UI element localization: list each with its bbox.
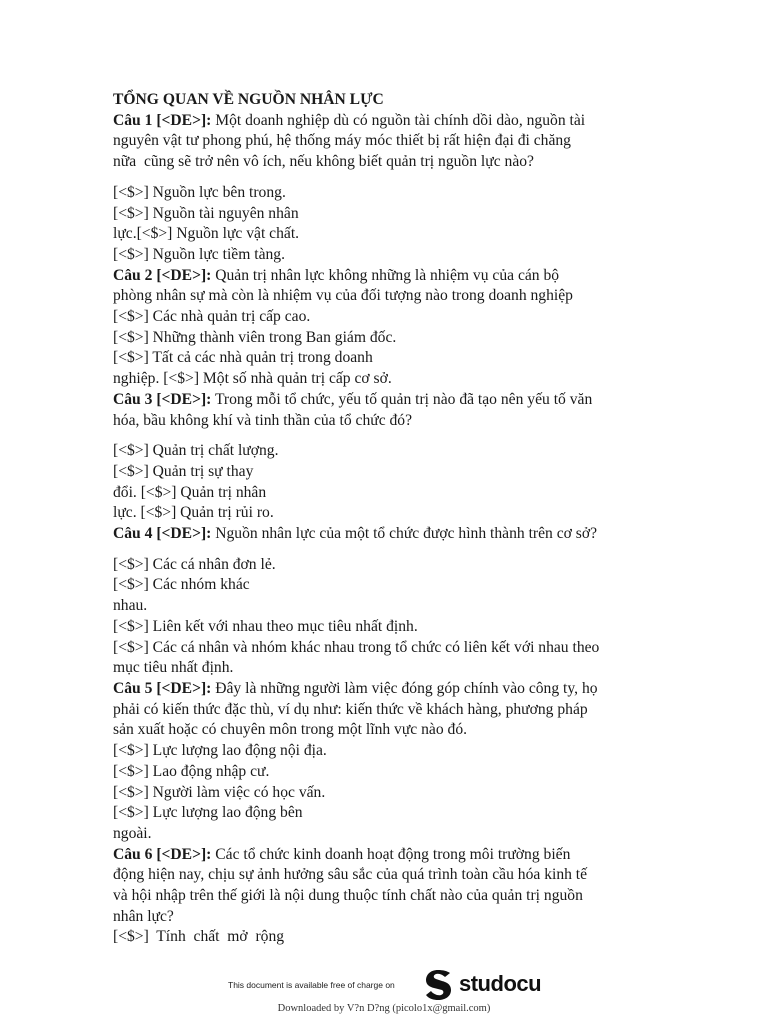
line-text: [<$>] Những thành viên trong Ban giám đốc. [113,328,397,346]
question-line [113,845,673,866]
text-line [113,720,673,741]
line-text: Một doanh nghiệp dù có nguồn tài chính dồi dào, nguồn tài [211,111,586,129]
answer-line [113,441,673,462]
line-text: Quản trị nhân lực không những là nhiệm vụ của cán bộ [211,266,560,284]
text-line [113,886,673,907]
line-text: ngoài. [113,824,152,842]
text-line [113,224,673,245]
line-text: và hội nhập trên thế giới là nội dung thuộc tính chất nào của quản trị nguồn [113,887,583,905]
text-line [113,503,673,524]
answer-line [113,783,673,804]
studocu-brand[interactable]: studocu [459,971,542,996]
paragraph-gap [113,173,673,183]
document-body [113,90,673,948]
line-text: động hiện nay, chịu sự ảnh hưởng sâu sắc của quá trình toàn cầu hóa kinh tế [113,866,588,884]
line-text: [<$>] Các nhà quản trị cấp cao. [113,308,311,326]
text-line [113,483,673,504]
line-text: [<$>] Nguồn lực bên trong. [113,183,286,201]
answer-line [113,348,673,369]
text-line [113,596,673,617]
text-line [113,286,673,307]
line-text: [<$>] Nguồn lực tiềm tàng. [113,245,285,263]
availability-note: This document is available free of charge on [228,980,395,990]
answer-line [113,638,673,659]
line-text: [<$>] Nguồn tài nguyên nhân [113,204,299,222]
answer-line [113,328,673,349]
line-text: [<$>] Quản trị sự thay [113,462,254,480]
answer-line [113,307,673,328]
paragraph-gap [113,545,673,555]
paragraph-gap [113,431,673,441]
text-line [113,411,673,432]
line-text: [<$>] Quản trị chất lượng. [113,442,279,460]
answer-line [113,462,673,483]
answer-line [113,245,673,266]
line-text: sản xuất hoặc có chuyên môn trong một lĩnh vực nào đó. [113,721,468,739]
line-text: đổi. [<$>] Quản trị nhân [113,483,267,501]
line-text: nhau. [113,597,148,615]
answer-line [113,927,673,948]
text-line [113,865,673,886]
line-text: phải có kiến thức đặc thù, ví dụ như: kiến thức về khách hàng, phương pháp [113,700,588,718]
text-line [113,700,673,721]
line-text: hóa, bầu không khí và tinh thần của tổ chức đó? [113,411,413,429]
line-text: [<$>] Lao động nhập cư. [113,762,270,780]
text-line [113,131,673,152]
line-text: nghiệp. [<$>] Một số nhà quản trị cấp cơ sở. [113,370,392,388]
line-text: [<$>] Lực lượng lao động nội địa. [113,742,327,760]
line-text: nguyên vật tư phong phú, hệ thống máy móc thiết bị rất hiện đại đi chăng [113,132,571,150]
answer-line [113,204,673,225]
line-text: [<$>] Liên kết với nhau theo mục tiêu nhất định. [113,617,418,635]
question-line [113,390,673,411]
question-label: Câu 3 [<DE>]: [113,390,212,408]
question-label: Câu 4 [<DE>]: [113,525,212,543]
answer-line [113,762,673,783]
line-text: Trong mỗi tổ chức, yếu tố quản trị nào đã tạo nên yếu tố văn [211,390,593,408]
line-text: [<$>] Các cá nhân đơn lẻ. [113,555,276,573]
answer-line [113,555,673,576]
answer-line [113,741,673,762]
question-label: Câu 1 [<DE>]: [113,111,212,129]
question-line [113,111,673,132]
document-lines [113,111,673,948]
line-text: [<$>] Tất cả các nhà quản trị trong doanh [113,349,373,367]
line-text: nhân lực? [113,907,174,925]
answer-line [113,803,673,824]
question-line [113,524,673,545]
answer-line [113,575,673,596]
line-text: [<$>] Các nhóm khác [113,576,250,594]
line-text: phòng nhân sự mà còn là nhiệm vụ của đối tượng nào trong doanh nghiệp [113,287,573,305]
answer-line [113,617,673,638]
line-text: lực. [<$>] Quản trị rủi ro. [113,504,274,522]
line-text: [<$>] Người làm việc có học vấn. [113,783,326,801]
answer-line [113,183,673,204]
line-text: lực.[<$>] Nguồn lực vật chất. [113,225,300,243]
line-text: Nguồn nhân lực của một tổ chức được hình thành trên cơ sở? [211,525,598,543]
line-text: Các tổ chức kinh doanh hoạt động trong môi trường biến [211,845,571,863]
text-line [113,369,673,390]
text-line [113,152,673,173]
download-attribution: Downloaded by V?n D?ng (picolo1x@gmail.com) [277,1003,491,1014]
text-line [113,658,673,679]
line-text: [<$>] Tính chất mở rộng [113,928,285,946]
document-title: TỔNG QUAN VỀ NGUỒN NHÂN LỰC [113,91,384,108]
line-text: [<$>] Các cá nhân và nhóm khác nhau trong tổ chức có liên kết với nhau theo [113,638,600,656]
text-line [113,907,673,928]
question-line [113,266,673,287]
question-label: Câu 6 [<DE>]: [113,845,212,863]
text-line [113,824,673,845]
line-text: nữa cũng sẽ trở nên vô ích, nếu không biết quản trị nguồn lực nào? [113,153,534,171]
question-label: Câu 5 [<DE>]: [113,679,212,697]
question-line [113,679,673,700]
line-text: Đây là những người làm việc đóng góp chính vào công ty, họ [211,679,598,697]
question-label: Câu 2 [<DE>]: [113,266,212,284]
line-text: mục tiêu nhất định. [113,659,234,677]
line-text: [<$>] Lực lượng lao động bên [113,804,303,822]
